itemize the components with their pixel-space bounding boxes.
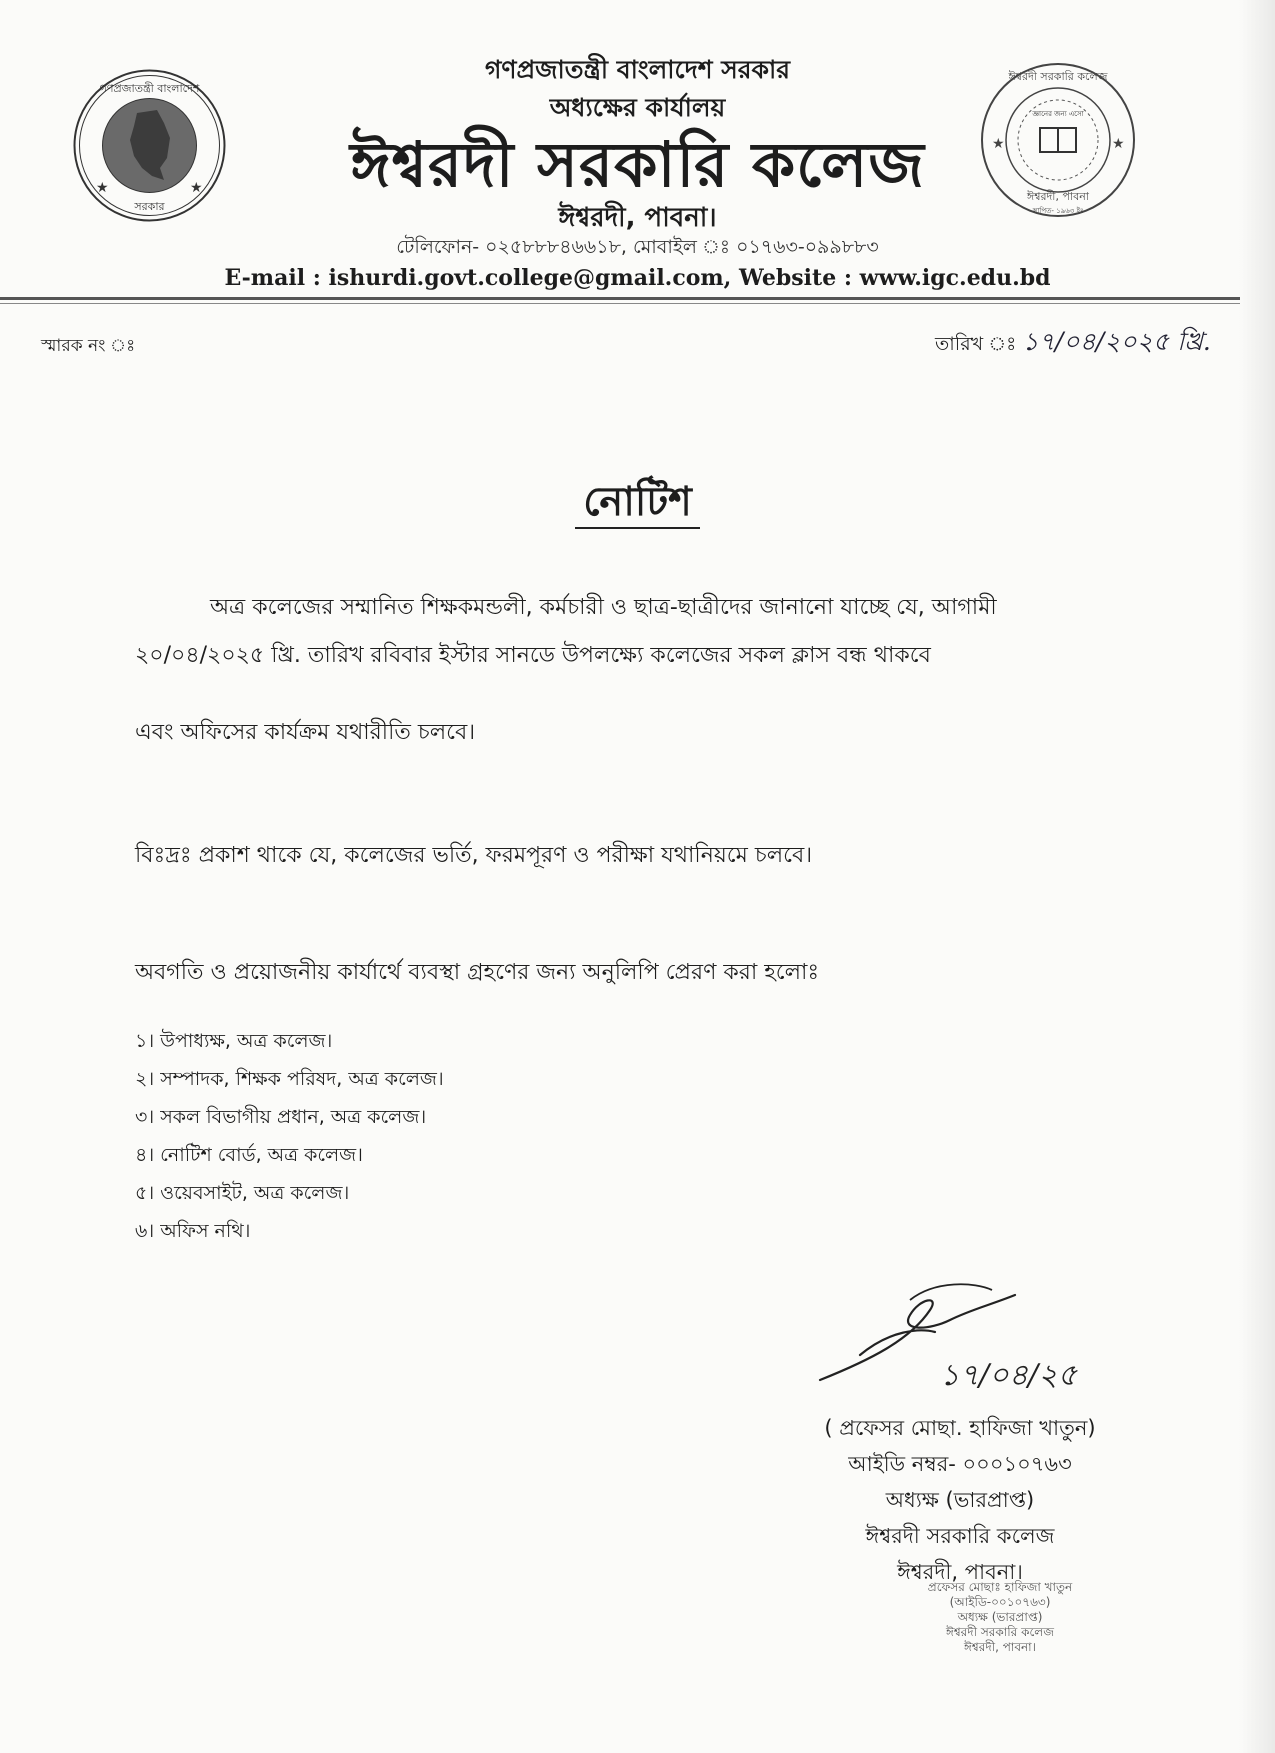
svg-text:★: ★: [1112, 136, 1125, 152]
body-line-2: ২০/০৪/২০২৫ খ্রি. তারিখ রবিবার ইস্টার সানডে উপলক্ষ্যে কলেজের সকল ক্লাস বন্ধ থাকবে: [135, 643, 931, 668]
signatory-name: ( প্রফেসর মোছা. হাফিজা খাতুন): [824, 1416, 1096, 1440]
seal-left-bottom-text: সরকার: [134, 200, 165, 213]
svg-text:★: ★: [992, 136, 1005, 152]
seal-right-bottom-text: ঈশ্বরদী, পাবনা: [1027, 190, 1089, 203]
svg-text:★: ★: [190, 180, 203, 196]
list-item: ৩। সকল বিভাগীয় প্রধান, অত্র কলেজ।: [135, 1106, 427, 1128]
signatory-place: ঈশ্বরদী, পাবনা।: [897, 1560, 1023, 1584]
list-item: ২। সম্পাদক, শিক্ষক পরিষদ, অত্র কলেজ।: [135, 1068, 444, 1090]
header-divider-thin: [0, 303, 1240, 304]
seal-right-estd: স্থাপিত- ১৯৬৩ ইং: [1032, 207, 1084, 215]
notice-title: [0, 470, 1275, 537]
signatory-designation: অধ্যক্ষ (ভারপ্রাপ্ত): [885, 1488, 1035, 1512]
signature-date: ১৭/০৪/২৫: [940, 1358, 1078, 1393]
contact-email-website: E-mail : ishurdi.govt.college@gmail.com, Website : www.igc.edu.bd: [224, 265, 1051, 291]
notice-title-text: নোটিশ: [575, 479, 700, 529]
body-line-1: অত্র কলেজের সম্মানিত শিক্ষকমন্ডলী, কর্মচারী ও ছাত্র-ছাত্রীদের জানানো যাচ্ছে যে, আগামী: [210, 595, 997, 620]
seal-right-top-text: ঈশ্বরদী সরকারি কলেজ: [1008, 70, 1108, 83]
college-location: ঈশ্বরদী, পাবনা।: [558, 203, 717, 233]
stamp-line-3: অধ্যক্ষ (ভারপ্রাপ্ত): [957, 1610, 1043, 1624]
stamp-line-2: (আইডি-০০১০৭৬৩): [949, 1595, 1051, 1609]
list-item: ১। উপাধ্যক্ষ, অত্র কলেজ।: [135, 1030, 333, 1052]
header-divider: [0, 297, 1240, 300]
signatory-id: আইডি নম্বর- ০০০১০৭৬৩: [848, 1452, 1072, 1476]
official-stamp: [850, 1580, 1150, 1655]
college-name: ঈশ্বরদী সরকারি কলেজ: [350, 128, 925, 201]
stamp-line-5: ঈশ্বরদী, পাবনা।: [964, 1640, 1036, 1654]
stamp-line-4: ঈশ্বরদী সরকারি কলেজ: [946, 1625, 1054, 1639]
seal-left-top-text: গণপ্রজাতন্ত্রী বাংলাদেশ: [99, 82, 200, 95]
list-item: ৬। অফিস নথি।: [135, 1220, 251, 1242]
signatory-institution: ঈশ্বরদী সরকারি কলেজ: [865, 1524, 1055, 1548]
stamp-line-1: প্রফেসর মোছাঃ হাফিজা খাতুন: [927, 1580, 1073, 1594]
svg-text:★: ★: [96, 180, 109, 196]
date-field: [935, 322, 1211, 365]
note-line: বিঃদ্রঃ প্রকাশ থাকে যে, কলেজের ভর্তি, ফরমপূরণ ও পরীক্ষা যথানিয়মে চলবে।: [135, 843, 813, 868]
list-item: ৫। ওয়েবসাইট, অত্র কলেজ।: [135, 1182, 350, 1204]
office-heading: অধ্যক্ষের কার্যালয়: [549, 93, 726, 122]
copy-intro: অবগতি ও প্রয়োজনীয় কার্যার্থে ব্যবস্থা গ্রহণের জন্য অনুলিপি প্রেরণ করা হলোঃ: [135, 960, 820, 985]
government-heading: গণপ্রজাতন্ত্রী বাংলাদেশ সরকার: [485, 55, 790, 84]
body-line-3: এবং অফিসের কার্যক্রম যথারীতি চলবে।: [135, 720, 476, 745]
date-label: তারিখ ঃ: [935, 333, 1017, 355]
recipient-list: [135, 1022, 444, 1250]
date-value: ১৭/০৪/২০২৫ খ্রি.: [1022, 327, 1211, 356]
signature-icon: [760, 1270, 1160, 1400]
seal-right-inner-text: জ্ঞানের জন্য এসো: [1032, 110, 1084, 118]
list-item: ৪। নোটিশ বোর্ড, অত্র কলেজ।: [135, 1144, 363, 1166]
contact-phone: টেলিফোন- ০২৫৮৮৮৪৬৬১৮, মোবাইল ঃ ০১৭৬৩-০৯৯৮৮৩: [396, 236, 879, 258]
memo-number-label: স্মারক নং ঃ: [41, 336, 136, 356]
